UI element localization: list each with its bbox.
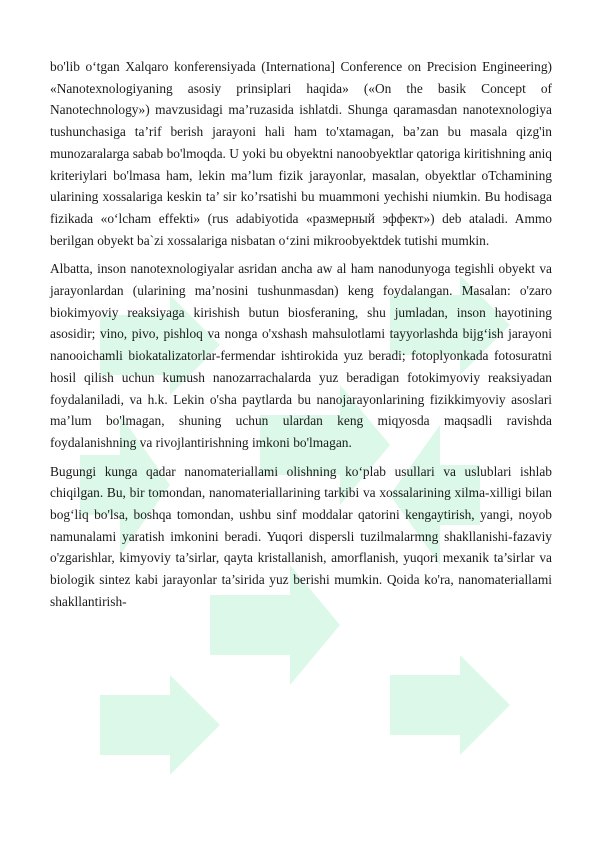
paragraph-1: bo'lib o‘tgan Xalqaro konferensiyada (Internationa] Conference on Precision Engineering) «Nanotexnologiyaning asosiy prinsiplari haqida» («On the basik Concept of Nanotechnology») mavzusidagi ma’ruzasida ishlatdi. Shunga qaramasdan nanotexnologiya tushunchasiga ta’rif berish jarayoni hali ham to'xtamagan, ba’zan bu masala qizg'in munozaralarga sabab bo'lmoqda. U yoki bu obyektni nanoobyektlar qatoriga kiritishning aniq kriteriylari bo'lmasa ham, lekin ma’lum fizik jarayonlar, masalan, obyektlar oTchamining ularining xossalariga keskin ta’ sir ko’rsatishi bu muammoni yechishi niumkin. Bu hodisaga fizikada «o‘lcham effekti» (rus adabiyotida «размерный эффект») deb ataladi. Ammo berilgan obyekt ba`zi xossalariga nisbatan o‘zini mikroobyektdek tutishi mumkin. <box>50 59 552 248</box>
paragraph-3: Bugungi kunga qadar nanomateriallami olishning ko‘plab usullari va uslublari ishlab chiqilgan. Bu, bir tomondan, nanomateriallarining tarkibi va xossalarining xilma-xilligi bilan bog‘liq bo'lsa, boshqa tomondan, ushbu sinf moddalar qatorini kengaytirish, yangi, noyob namunalami yaratish imkonini beradi. Yuqori dispersli tuzilmalarmng shakllanishi-fazaviy o'zgarishlar, kimyoviy ta’sirlar, qayta kristallanish, amorflanish, yuqori mexanik ta’sirlar va biologik sintez kabi jarayonlar ta’sirida yuz berishi mumkin. Qoida ko'ra, nanomateriallami shakllantirish- <box>50 463 552 609</box>
paragraph-2: Albatta, inson nanotexnologiyalar asridan ancha aw al ham nanodunyoga tegishli obyekt va jarayonlardan (ularining ma’nosini tushunmasdan) keng foydalangan. Masalan: o'zaro biokimyoviy reaksiyaga kirishish butun biosferaning, shu jumladan, inson hayotining asosidir; vino, pivo, pishloq va nonga o'xshash mahsulotlami tayyorlashda bijg‘ish jarayoni nanooichamli biokatalizatorlar-fermendar ishtirokida yuz beradi; fotoplyonkada fotosuratni hosil qilish uchun kumush nanozarrachalarda yuz beradigan fotokimyoviy reaksiyadan foydalaniladi, va h.k. Lekin o'sha paytlarda bu nanojarayonlarining fizikkimyoviy asoslari ma’lum bo'lmagan, shuning uchun ulardan keng miqyosda maqsadli ravishda foydalanishning va rivojlantirishning imkoni bo'lmagan. <box>50 261 552 450</box>
document-body <box>50 56 552 620</box>
